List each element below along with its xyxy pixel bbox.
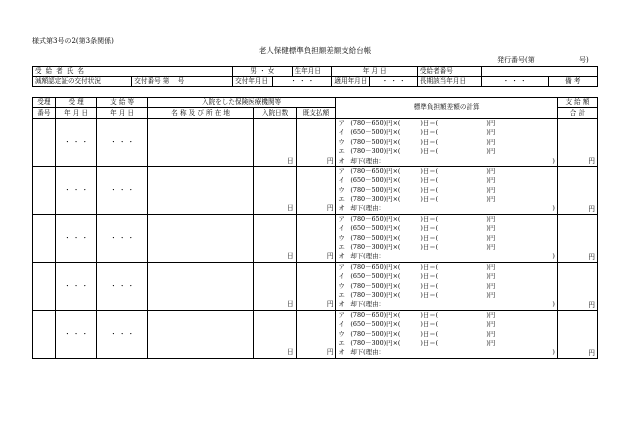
calc-label: ア (338, 214, 345, 223)
calc-expr: (650－500)円×( (350, 320, 401, 329)
calc-label: ア (338, 166, 345, 175)
calc-end: ) (552, 204, 555, 213)
ledger-line (33, 166, 598, 176)
calc-mid: )日＝( (420, 310, 439, 319)
days-cell[interactable] (254, 329, 296, 338)
ledger-line (33, 262, 598, 272)
paid-cell[interactable] (296, 118, 336, 128)
calc-label: オ (338, 204, 345, 213)
calc-expr: (780－650)円×( (350, 310, 401, 319)
calc-end: ) (552, 348, 555, 357)
receipt-number-cell[interactable] (33, 214, 56, 262)
calc-line[interactable] (336, 262, 558, 272)
calc-expr: (650－500)円×( (350, 224, 401, 233)
payment-date-cell[interactable]: ・ ・ ・ (97, 214, 147, 262)
total-amount-cell[interactable]: 円 (557, 214, 597, 262)
paid-cell[interactable] (296, 195, 336, 204)
col-receipt-number-1: 受理 (33, 98, 56, 108)
calc-label: イ (338, 128, 345, 137)
receipt-date-cell[interactable]: ・ ・ ・ (55, 310, 97, 358)
paid-cell[interactable] (296, 224, 336, 233)
calc-expr: (780－500)円×( (350, 185, 401, 194)
receipt-date-cell[interactable]: ・ ・ ・ (55, 262, 97, 310)
paid-cell[interactable] (296, 128, 336, 137)
days-cell[interactable] (254, 147, 296, 156)
calc-line[interactable] (336, 329, 558, 338)
calc-expr: (780－300)円×( (350, 195, 401, 204)
days-cell[interactable] (254, 233, 296, 242)
institution-cell[interactable] (147, 262, 254, 310)
days-cell[interactable] (254, 224, 296, 233)
days-cell[interactable] (254, 281, 296, 290)
calc-line[interactable] (336, 128, 558, 137)
calc-label: オ (338, 156, 345, 165)
days-cell[interactable] (254, 320, 296, 329)
calc-end: )円 (486, 272, 496, 281)
calc-expr: (780－650)円×( (350, 262, 401, 271)
calc-expr: 却下(理由： (350, 252, 385, 261)
col-receipt-date-2: 年 月 日 (55, 108, 97, 118)
payment-ledger-table (32, 97, 598, 359)
recipient-name-cell[interactable] (33, 67, 233, 77)
payment-date-cell[interactable]: ・ ・ ・ (97, 310, 147, 358)
paid-cell[interactable] (296, 243, 336, 252)
calc-line[interactable] (336, 147, 558, 156)
total-amount-cell[interactable]: 円 (557, 118, 597, 166)
calc-mid: )日＝( (420, 272, 439, 281)
paid-cell[interactable] (296, 262, 336, 272)
col-institution-group: 入院をした保険医療機関等 (147, 98, 336, 108)
ledger-line (33, 310, 598, 320)
days-cell[interactable] (254, 166, 296, 176)
calc-mid: )日＝( (420, 291, 439, 299)
calc-end: )円 (486, 224, 496, 233)
paid-cell[interactable] (296, 214, 336, 224)
calc-label: ア (338, 118, 345, 127)
calc-label: イ (338, 320, 345, 329)
paid-cell[interactable] (296, 339, 336, 348)
calc-line[interactable] (336, 214, 558, 224)
days-cell[interactable]: 日 (254, 204, 296, 214)
calc-line[interactable] (336, 291, 558, 300)
calc-end: )円 (486, 195, 496, 204)
calc-mid: )日＝( (420, 262, 439, 271)
calc-label: エ (338, 291, 345, 299)
ledger-line (33, 118, 598, 128)
calc-label: イ (338, 176, 345, 185)
receipt-number-cell[interactable] (33, 118, 56, 166)
paid-cell[interactable] (296, 329, 336, 338)
calc-line[interactable] (336, 186, 558, 195)
calc-expr: 却下(理由： (350, 348, 385, 357)
calc-line[interactable] (336, 300, 558, 310)
calc-expr: (780－300)円×( (350, 243, 401, 252)
paid-cell[interactable] (296, 166, 336, 176)
col-calc: 標準負担額差額の計算 (336, 98, 558, 119)
days-cell[interactable] (254, 291, 296, 300)
calc-line[interactable] (336, 320, 558, 329)
col-paid: 既支払額 (296, 108, 336, 118)
calc-end: )円 (486, 214, 496, 223)
recipient-name-label: 受給者氏名 (35, 67, 88, 75)
calc-line[interactable] (336, 204, 558, 214)
paid-cell[interactable] (296, 310, 336, 320)
calc-line[interactable] (336, 176, 558, 185)
calc-mid: )日＝( (420, 118, 439, 127)
calc-line[interactable] (336, 224, 558, 233)
days-cell[interactable] (254, 214, 296, 224)
calc-end: )円 (486, 329, 496, 338)
long-term-label: 長期該当年月日 (417, 77, 481, 87)
calc-expr: (650－500)円×( (350, 176, 401, 185)
apply-date-value[interactable]: ・ ・ ・ (370, 77, 418, 87)
paid-cell[interactable]: 円 (296, 300, 336, 310)
calc-label: ウ (338, 233, 345, 242)
calc-expr: (780－300)円×( (350, 338, 401, 347)
days-cell[interactable] (254, 138, 296, 147)
paid-cell[interactable] (296, 233, 336, 242)
days-cell[interactable] (254, 272, 296, 281)
paid-cell[interactable] (296, 138, 336, 147)
paid-cell[interactable] (296, 186, 336, 195)
cert-status-label: 減額認定証の交付状況 (33, 77, 132, 87)
calc-expr: (780－650)円×( (350, 166, 401, 175)
days-cell[interactable]: 日 (254, 300, 296, 310)
calc-expr: (780－300)円×( (350, 147, 401, 156)
issue-number-prefix: 発行番号(第 (497, 56, 535, 64)
institution-cell[interactable] (147, 214, 254, 262)
page-title: 老人保健標準負担額差額支給台帳 (258, 46, 372, 55)
payment-date-cell[interactable]: ・ ・ ・ (97, 166, 147, 214)
calc-expr: 却下(理由： (350, 300, 385, 309)
calc-line[interactable] (336, 252, 558, 262)
calc-label: オ (338, 300, 345, 309)
calc-label: オ (338, 252, 345, 261)
paid-cell[interactable] (296, 272, 336, 281)
calc-line[interactable] (336, 243, 558, 252)
days-cell[interactable] (254, 339, 296, 348)
calc-expr: (780－500)円×( (350, 233, 401, 242)
days-cell[interactable] (254, 243, 296, 252)
issue-date-value[interactable]: ・ ・ ・ (273, 77, 332, 87)
form-label: 様式第3号の2(第3条関係) (32, 37, 114, 45)
calc-label: イ (338, 272, 345, 281)
calc-expr: 却下(理由： (350, 204, 385, 213)
calc-end: ) (552, 156, 555, 165)
issue-number-suffix: 号) (579, 56, 589, 64)
calc-expr: (780－650)円×( (350, 118, 401, 127)
sex-cell[interactable]: 男 ・ 女 (233, 67, 292, 77)
col-receipt-number-2: 番号 (33, 108, 56, 118)
calc-line[interactable] (336, 166, 558, 176)
calc-end: )円 (486, 243, 496, 252)
calc-end: )円 (486, 281, 496, 290)
receipt-number-cell[interactable] (33, 166, 56, 214)
ledger-body (33, 118, 598, 358)
calc-label: オ (338, 348, 345, 357)
paid-cell[interactable] (296, 147, 336, 156)
col-institution-name: 名 称 及 び 所 在 地 (147, 108, 254, 118)
calc-label: エ (338, 243, 345, 252)
payment-date-cell[interactable]: ・ ・ ・ (97, 118, 147, 166)
institution-cell[interactable] (147, 118, 254, 166)
birthdate-label: 生年月日 (292, 67, 332, 77)
calc-end: )円 (486, 320, 496, 329)
calc-end: )円 (486, 310, 496, 319)
calc-end: )円 (486, 176, 496, 185)
col-receipt-date-1: 受 理 (55, 98, 97, 108)
days-cell[interactable] (254, 128, 296, 137)
paid-cell[interactable] (296, 291, 336, 300)
calc-line[interactable] (336, 195, 558, 204)
calc-end: ) (552, 252, 555, 261)
issue-number-cell[interactable]: 交付番号 第 号 (132, 77, 233, 87)
calc-label: ウ (338, 185, 345, 194)
paid-cell[interactable] (296, 176, 336, 185)
calc-expr: (780－500)円×( (350, 281, 401, 290)
calc-mid: )日＝( (420, 320, 439, 329)
col-days: 入院日数 (254, 108, 296, 118)
paid-cell[interactable] (296, 320, 336, 329)
recipient-number-label: 受給者番号 (417, 67, 481, 77)
total-amount-cell[interactable]: 円 (557, 262, 597, 310)
days-cell[interactable]: 日 (254, 348, 296, 358)
calc-expr: (650－500)円×( (350, 272, 401, 281)
receipt-date-cell[interactable]: ・ ・ ・ (55, 214, 97, 262)
calc-end: )円 (486, 137, 496, 146)
calc-mid: )日＝( (420, 195, 439, 204)
calc-label: ウ (338, 281, 345, 290)
calc-label: ア (338, 262, 345, 271)
calc-expr: (650－500)円×( (350, 128, 401, 137)
calc-expr: (780－300)円×( (350, 291, 401, 299)
paid-cell[interactable]: 円 (296, 348, 336, 358)
calc-line[interactable] (336, 310, 558, 320)
calc-mid: )日＝( (420, 281, 439, 290)
days-cell[interactable] (254, 186, 296, 195)
calc-end: )円 (486, 185, 496, 194)
birthdate-value[interactable]: 年 月 日 (332, 67, 418, 77)
total-amount-cell[interactable]: 円 (557, 166, 597, 214)
calc-label: ウ (338, 137, 345, 146)
ledger-line (33, 214, 598, 224)
col-amount-1: 支 給 額 (557, 98, 597, 108)
days-cell[interactable] (254, 118, 296, 128)
calc-mid: )日＝( (420, 329, 439, 338)
receipt-number-cell[interactable] (33, 310, 56, 358)
calc-expr: (780－650)円×( (350, 214, 401, 223)
calc-mid: )日＝( (420, 166, 439, 175)
recipient-header-table (32, 66, 598, 87)
calc-expr: (780－500)円×( (350, 329, 401, 338)
calc-label: ウ (338, 329, 345, 338)
calc-end: )円 (486, 338, 496, 347)
col-payment-date-1: 支 給 等 (97, 98, 147, 108)
receipt-date-cell[interactable]: ・ ・ ・ (55, 166, 97, 214)
calc-end: )円 (486, 118, 496, 127)
institution-cell[interactable] (147, 166, 254, 214)
calc-end: )円 (486, 291, 496, 299)
calc-label: エ (338, 195, 345, 204)
calc-label: エ (338, 147, 345, 156)
days-cell[interactable] (254, 195, 296, 204)
col-amount-2: 合 計 (557, 108, 597, 118)
calc-end: )円 (486, 233, 496, 242)
calc-line[interactable] (336, 156, 558, 166)
calc-label: エ (338, 338, 345, 347)
institution-cell[interactable] (147, 310, 254, 358)
days-cell[interactable] (254, 262, 296, 272)
calc-mid: )日＝( (420, 185, 439, 194)
days-cell[interactable]: 日 (254, 156, 296, 166)
receipt-number-cell[interactable] (33, 262, 56, 310)
paid-cell[interactable] (296, 281, 336, 290)
issue-date-label: 交付年月日 (233, 77, 273, 87)
calc-mid: )日＝( (420, 243, 439, 252)
calc-end: )円 (486, 262, 496, 271)
calc-mid: )日＝( (420, 214, 439, 223)
paid-cell[interactable]: 円 (296, 252, 336, 262)
calc-line[interactable] (336, 138, 558, 147)
calc-expr: (780－500)円×( (350, 137, 401, 146)
payment-date-cell[interactable]: ・ ・ ・ (97, 262, 147, 310)
calc-line[interactable] (336, 348, 558, 358)
calc-line[interactable] (336, 118, 558, 128)
col-payment-date-2: 年 月 日 (97, 108, 147, 118)
calc-mid: )日＝( (420, 338, 439, 347)
calc-line[interactable] (336, 281, 558, 290)
days-cell[interactable] (254, 176, 296, 185)
calc-line[interactable] (336, 339, 558, 348)
days-cell[interactable]: 日 (254, 252, 296, 262)
calc-mid: )日＝( (420, 137, 439, 146)
total-amount-cell[interactable]: 円 (557, 310, 597, 358)
calc-mid: )日＝( (420, 147, 439, 156)
calc-mid: )日＝( (420, 176, 439, 185)
apply-date-label: 適用年月日 (332, 77, 370, 87)
paid-cell[interactable]: 円 (296, 156, 336, 166)
remarks-label: 備 考 (548, 77, 597, 87)
calc-line[interactable] (336, 272, 558, 281)
long-term-value[interactable]: ・ ・ ・ (481, 77, 548, 87)
receipt-date-cell[interactable]: ・ ・ ・ (55, 118, 97, 166)
calc-mid: )日＝( (420, 128, 439, 137)
calc-label: イ (338, 224, 345, 233)
calc-end: )円 (486, 166, 496, 175)
recipient-number-field[interactable] (481, 67, 597, 77)
calc-end: )円 (486, 128, 496, 137)
calc-label: ア (338, 310, 345, 319)
calc-mid: )日＝( (420, 233, 439, 242)
calc-mid: )日＝( (420, 224, 439, 233)
calc-line[interactable] (336, 233, 558, 242)
calc-end: )円 (486, 147, 496, 156)
calc-expr: 却下(理由： (350, 156, 385, 165)
calc-end: ) (552, 300, 555, 309)
days-cell[interactable] (254, 310, 296, 320)
paid-cell[interactable]: 円 (296, 204, 336, 214)
